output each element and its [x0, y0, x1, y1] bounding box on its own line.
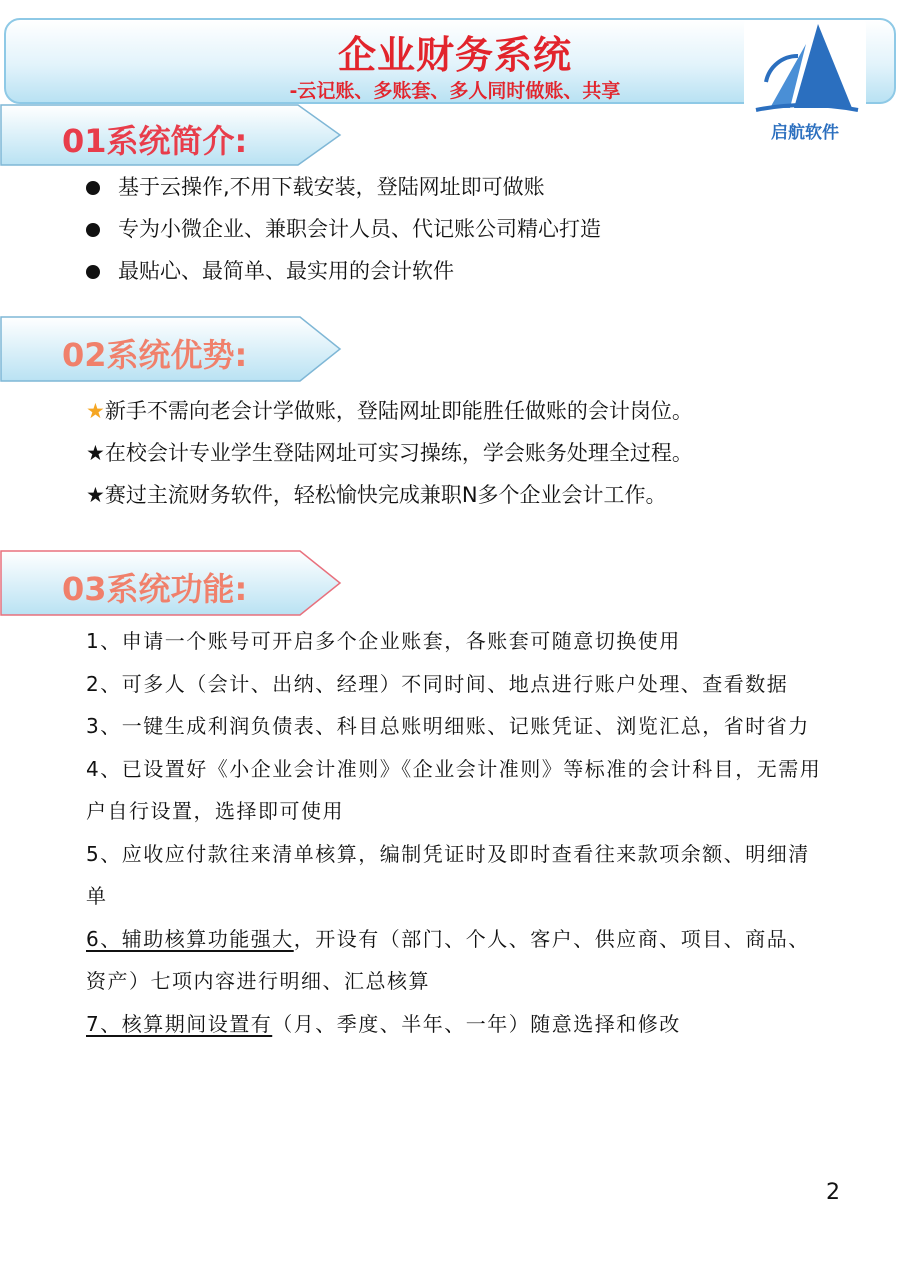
- logo-text: 启航软件: [771, 123, 839, 143]
- advantage-text: 在校会计专业学生登陆网址可实习操练，学会账务处理全过程。: [104, 441, 693, 465]
- star-icon: ★: [86, 441, 105, 465]
- star-icon: ★: [86, 483, 105, 507]
- list-item: [86, 833, 826, 918]
- section-title: 03系统功能:: [62, 570, 248, 608]
- function-text: 2、可多人（会计、出纳、经理）不同时间、地点进行账户处理、查看数据: [86, 671, 789, 696]
- list-item: 基于云操作,不用下载安装，登陆网址即可做账: [86, 170, 601, 212]
- function-text: 1、申请一个账号可开启多个企业账套，各账套可随意切换使用: [86, 629, 681, 653]
- advantage-text: 赛过主流财务软件，轻松愉快完成兼职N多个企业会计工作。: [104, 483, 667, 507]
- function-text: （月、季度、半年、一年）随意选择和修改: [272, 1011, 681, 1036]
- section-title: 01系统简介:: [62, 122, 248, 160]
- page-subtitle: -云记账、多账套、多人同时做账、共享: [289, 80, 621, 102]
- function-text: 3、一键生成利润负债表、科目总账明细账、记账凭证、浏览汇总，省时省力: [86, 714, 810, 738]
- function-text: 4、已设置好《小企业会计准则》《企业会计准则》等标准的会计科目，无需用户自行设置，选择即可使用: [86, 756, 822, 823]
- list-item: 最贴心、最简单、最实用的会计软件: [86, 254, 601, 296]
- sailboat-icon: [748, 22, 862, 118]
- page-title: 企业财务系统: [337, 33, 572, 77]
- list-item: 专为小微企业、兼职会计人员、代记账公司精心打造: [86, 212, 601, 254]
- list-item: [86, 663, 826, 706]
- list-item: [86, 436, 693, 478]
- functions-list: [86, 620, 826, 1045]
- function-lead: 6、辅助核算功能强大: [86, 926, 294, 951]
- star-icon: ★: [86, 399, 105, 423]
- list-item: [86, 394, 693, 436]
- page-number: 2: [826, 1180, 840, 1205]
- advantages-list: [86, 394, 693, 520]
- list-item: [86, 620, 826, 663]
- advantage-text: 新手不需向老会计学做账，登陆网址即能胜任做账的会计岗位。: [104, 399, 693, 423]
- list-item: [86, 478, 693, 520]
- list-item: [86, 705, 826, 748]
- list-item: [86, 748, 826, 833]
- intro-list: [86, 170, 601, 296]
- list-item: [86, 1003, 826, 1046]
- section-intro-header: [0, 104, 342, 170]
- section-functions-header: [0, 550, 342, 616]
- function-lead: 7、核算期间设置有: [86, 1011, 273, 1036]
- section-title: 02系统优势:: [62, 336, 248, 374]
- section-advantages-header: [0, 316, 342, 382]
- list-item: [86, 918, 826, 1003]
- function-text: ，开设有（部门、个人、客户、供应商、项目、商品、资产）七项内容进行明细、汇总核算: [86, 926, 810, 993]
- logo: [744, 20, 866, 144]
- function-text: 5、应收应付款往来清单核算，编制凭证时及即时查看往来款项余额、明细清单: [86, 841, 810, 908]
